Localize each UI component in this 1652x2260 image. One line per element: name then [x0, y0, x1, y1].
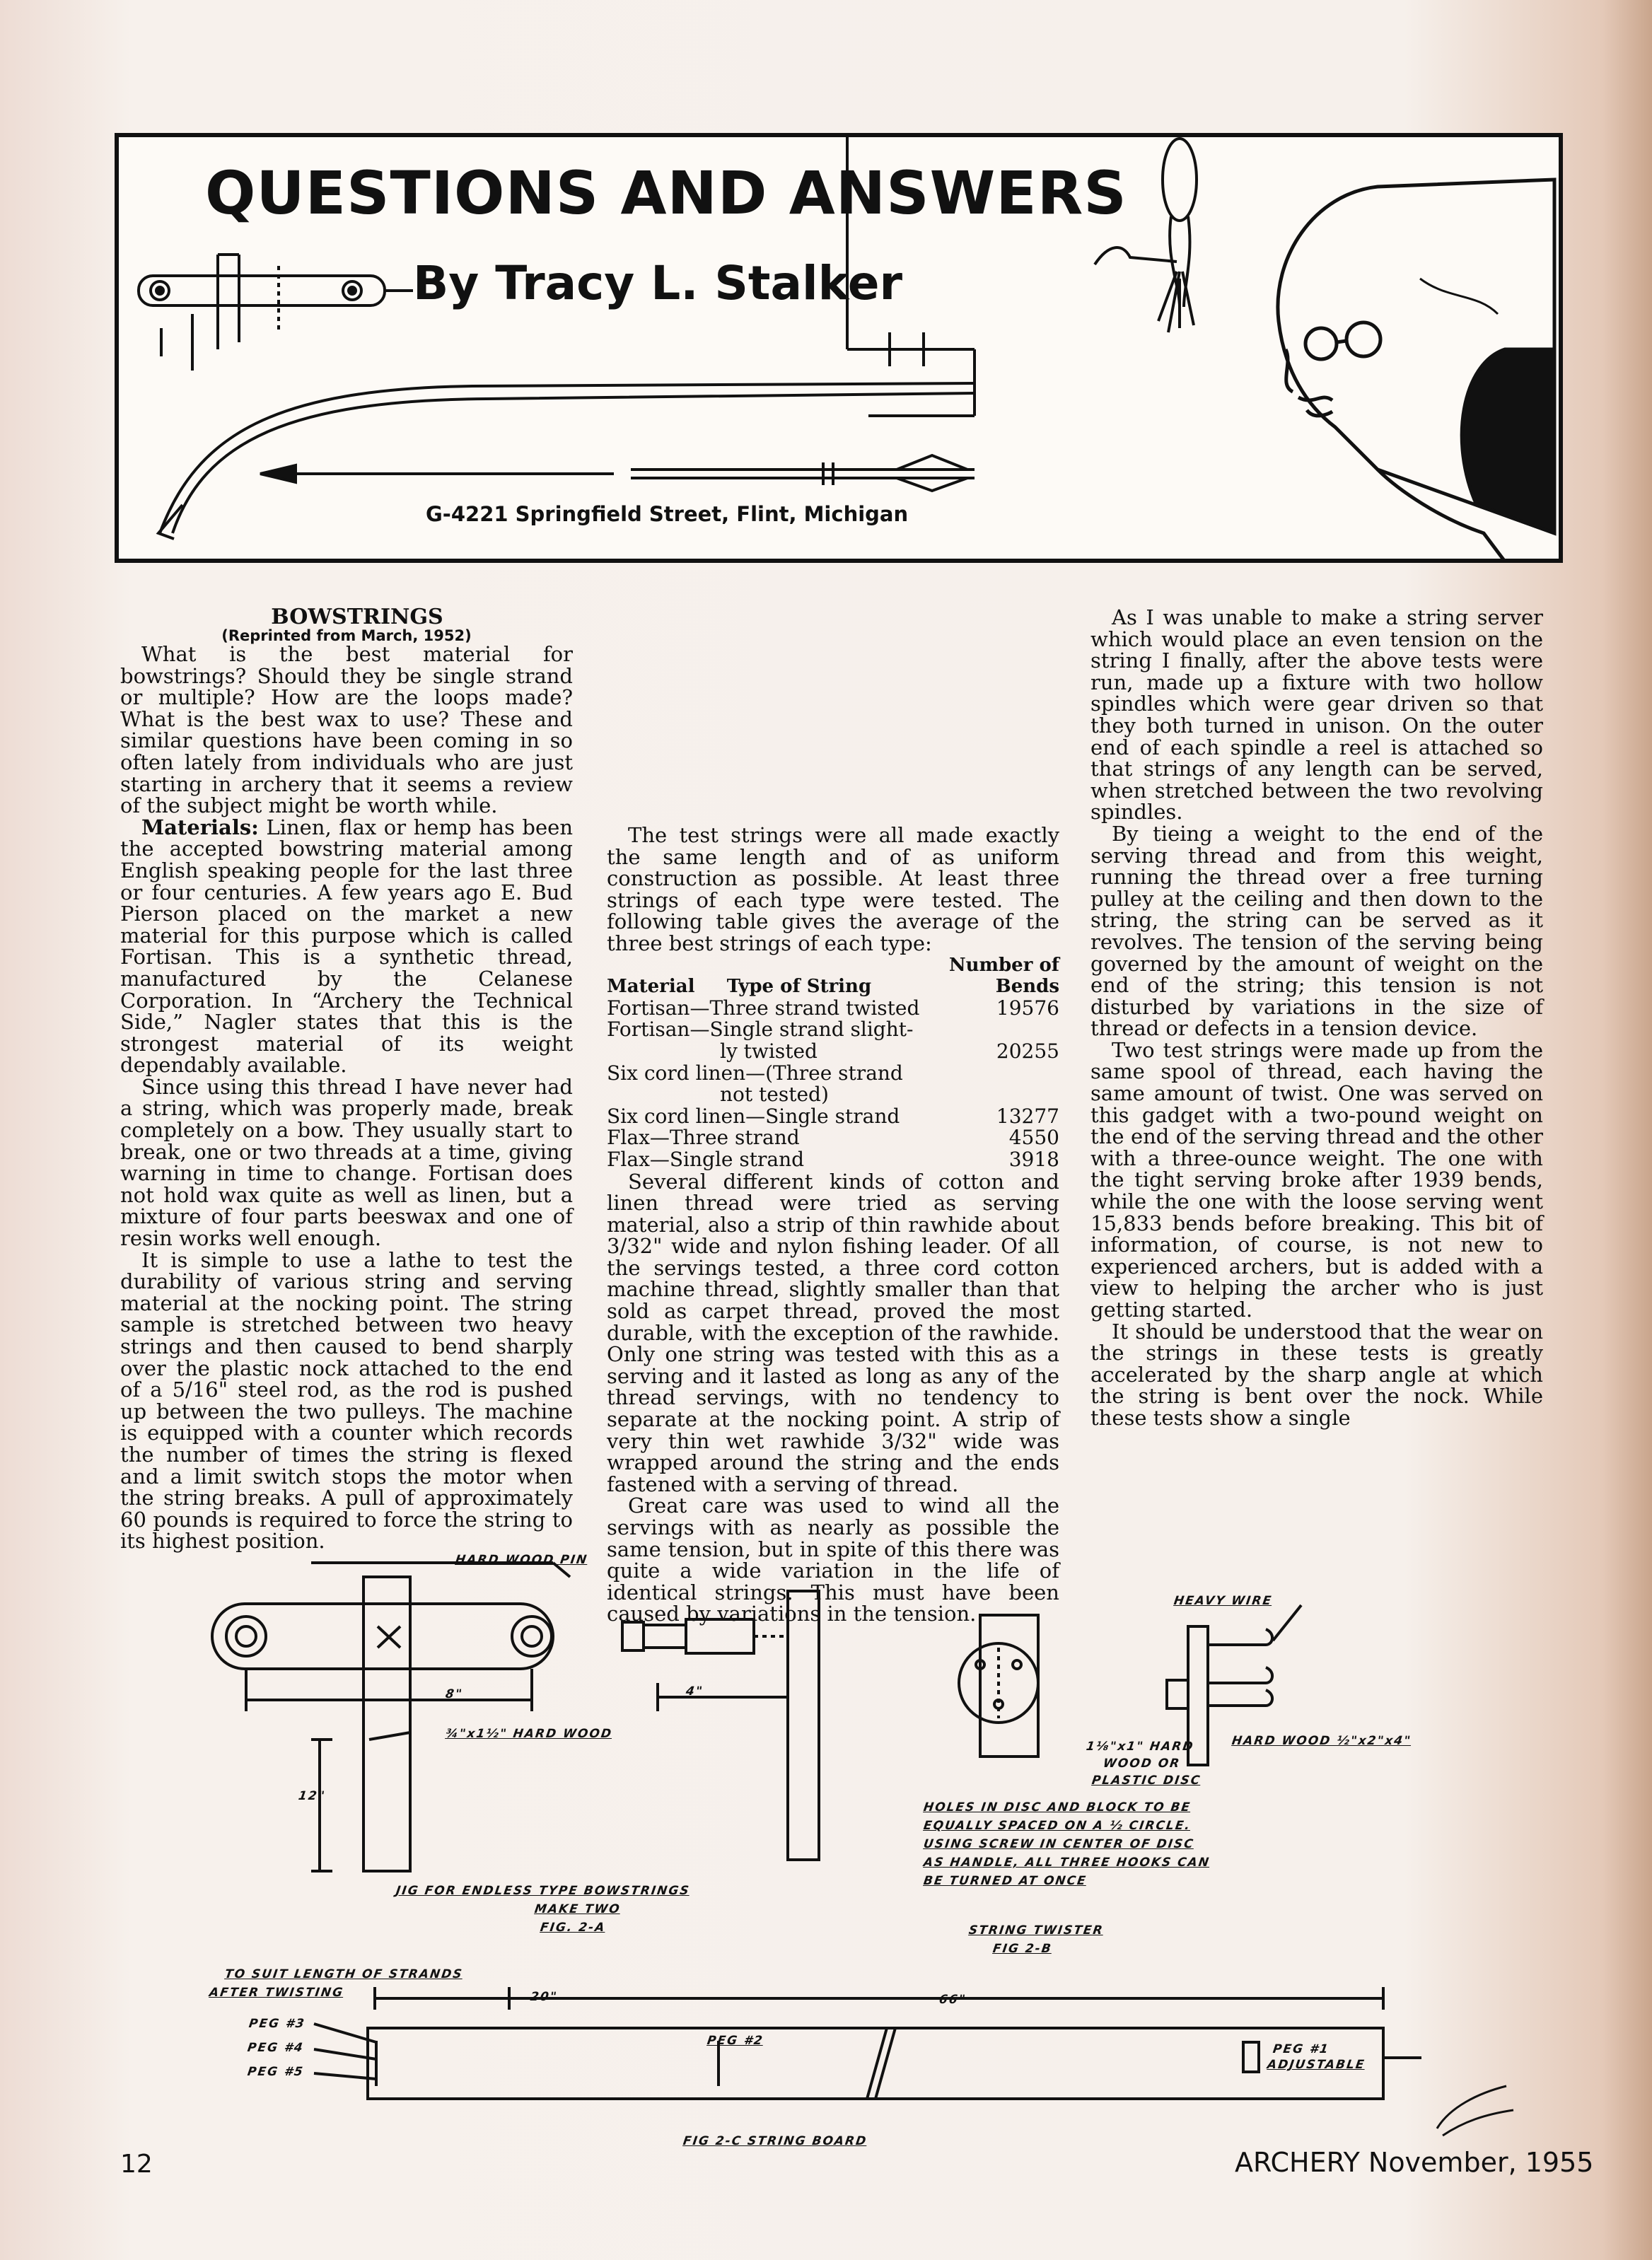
paragraph-test-results: Two test strings were made up from the same spool of thread, each having the same amount of twist. One was served on this gadget with a two-pound weight on the end of the serving thread and the other with a three-ounce weight. The one with the tight serving broke after 1939 bends, while the one with the loose serving went 15,833 bends before breaking. This bit of information, of course, is not new to experienced archers, but is added with a view to helping the archer who is just getting started. [1090, 1037, 1543, 1322]
paragraph-intro: What is the best material for bowstrings? Should they be single strand or multiple? How are the loops made? What is the best wax to use? These and similar questions have been coming in so often lately from individuals who are just starting in archery that it seems a review of the subject might be worth while. [120, 642, 573, 818]
table-row: Six cord linen—Single strand 13277 [607, 1104, 1059, 1128]
fig-2a-jig-drawing [212, 1563, 819, 1871]
label-suit-line-2: AFTER TWISTING [208, 1986, 345, 2000]
label-peg-2: PEG #2 [706, 2034, 765, 2048]
label-disc-line-2: WOOD OR [1102, 1757, 1182, 1771]
table-header-type: Type of String [726, 976, 872, 998]
paragraph-test-strings: The test strings were all made exactly the same length and of as uniform construction as possible. At least three strings of each type were tested. The following table gives the average of the three best strings of each type: [607, 823, 1059, 955]
label-peg-3: PEG #3 [248, 2017, 307, 2031]
note-line-5: BE TURNED AT ONCE [922, 1874, 1088, 1888]
label-hard-wood-block: ¾"x1½" HARD WOOD [444, 1727, 614, 1741]
label-peg-1-adjustable: ADJUSTABLE [1266, 2058, 1366, 2072]
label-peg-5: PEG #5 [246, 2065, 306, 2079]
note-line-3: USING SCREW IN CENTER OF DISC [922, 1837, 1196, 1851]
label-peg-1: PEG #1 [1272, 2042, 1331, 2056]
fig-2b-caption-line-1: STRING TWISTER [967, 1923, 1105, 1938]
label-hard-wood-bar: HARD WOOD ½"x2"x4" [1231, 1734, 1413, 1748]
header-byline: By Tracy L. Stalker [413, 256, 903, 310]
fig-2a-caption-line-2: MAKE TWO [533, 1902, 622, 1916]
table-header-number-of: Number of [948, 954, 1059, 976]
paragraph-wear: It should be understood that the wear on the strings in these tests is greatly accelerated by the sharp angle at which the string is bent over the nock. While these tests show a single [1090, 1319, 1543, 1430]
note-line-4: AS HANDLE, ALL THREE HOOKS CAN [922, 1856, 1211, 1870]
table-row: Six cord linen—(Three strand [607, 1061, 903, 1085]
table-header-material: Material [607, 976, 695, 998]
label-disc-line-1: 1⅛"x1" HARD [1085, 1740, 1195, 1754]
note-line-1: HOLES IN DISC AND BLOCK TO BE [922, 1800, 1192, 1815]
table-row: not tested) [720, 1083, 829, 1107]
table-row: ly twisted 20255 [720, 1039, 1059, 1063]
label-dim-4: 4" [685, 1684, 705, 1699]
fig-2b-caption-line-2: FIG 2-B [991, 1942, 1054, 1956]
reprint-note: (Reprinted from March, 1952) [221, 627, 472, 644]
fig-2a-caption-line-1: JIG FOR ENDLESS TYPE BOWSTRINGS [395, 1884, 691, 1898]
section-title: BOWSTRINGS [271, 605, 443, 629]
magazine-footer: ARCHERY November, 1955 [1235, 2147, 1594, 2178]
artist-signature [1437, 2086, 1513, 2136]
table-row: Fortisan—Single strand slight- [607, 1018, 914, 1042]
paragraph-fortisan: Since using this thread I have never had a string, which was properly made, break completely on a bow. They usually start to break, one or two threads at a time, giving warning in time to change. Fortisan does not hold wax quite as well as linen, but a mixture of four parts beeswax and one of resin works well enough. [120, 1074, 573, 1251]
header-address: G-4221 Springfield Street, Flint, Michigan [426, 502, 909, 526]
label-heavy-wire: HEAVY WIRE [1173, 1594, 1274, 1608]
header-title: QUESTIONS AND ANSWERS [205, 158, 1127, 228]
materials-text: Linen, flax or hemp has been the accepted bowstring material among English speaking people for the last three or four centuries. A few years ago E. Bud Pierson placed on the market a new material for this purpose which is called Fortisan. This is a synthetic thread, manufactured by the Celanese Corporation. In “Archery the Technical Side,” Nagler states that this is the strongest material of its weight dependably available. [120, 815, 573, 1078]
paragraph-string-server: As I was unable to make a string server which would place an even tension on the string I finally, after the above tests were run, made up a fixture with two hollow spindles which were gear driven so that they both turned in unison. On the outer end of each spindle a reel is attached so that strings of any length can be served, when stretched between the two revolving spindles. [1090, 605, 1543, 825]
fig-2a-caption-line-3: FIG. 2-A [539, 1921, 607, 1935]
label-peg-4: PEG #4 [246, 2041, 306, 2055]
table-row: Fortisan—Three strand twisted 19576 [607, 996, 1059, 1020]
table-row: Flax—Three strand 4550 [607, 1126, 1059, 1150]
paragraph-serving-materials: Several different kinds of cotton and linen thread were tried as serving material, also a strip of thin rawhide about 3/32" wide and nylon fishing leader. Of all the servings tested, a three cord cotton machine thread, slightly smaller than that sold as carpet thread, proved the most durable, with the exception of the rawhide. Only one string was tested with this as a serving and it lasted as long as any of the thread servings, with no tendency to separate at the nocking point. A strip of very thin wet rawhide 3/32" wide was wrapped around the string and the ends fastened with a serving of thread. [607, 1169, 1059, 1496]
table-row: Flax—Single strand 3918 [607, 1147, 1059, 1171]
label-hard-wood-pin: HARD WOOD PIN [454, 1553, 589, 1567]
fig-2c-string-board-drawing [314, 1987, 1421, 2099]
label-dim-12: 12" [297, 1789, 327, 1803]
label-dim-8: 8" [444, 1687, 465, 1701]
label-dim-20: 20" [529, 1990, 559, 2004]
materials-label: Materials: [141, 815, 259, 839]
paragraph-tension-care: Great care was used to wind all the servings with as nearly as possible the same tension, but in spite of this there was quite a wide variation in the life of identical strings. This must have been caused by variations in the tension. [607, 1493, 1059, 1626]
fig-2c-caption: FIG 2-C STRING BOARD [682, 2134, 868, 2148]
paragraph-lathe-test: It is simple to use a lathe to test the durability of various string and serving material at the nocking point. The string sample is stretched between two heavy strings and then caused to bend sharply over the plastic nock attached to the end of a 5/16" steel rod, as the rod is pushed up between the two pulleys. The machine is equipped with a counter which records the number of times the string is flexed and a limit switch stops the motor when the string breaks. A pull of approximately 60 pounds is required to force the string to its highest position. [120, 1247, 573, 1554]
paragraph-weight: By tieing a weight to the end of the serving thread and from this weight, running the thread over a free turning pulley at the ceiling and then down to the string, the string can be served as it revolves. The tension of the serving being governed by the amount of weight on the end of the string; this tension is not disturbed by variations in the size of thread or defects in a tension device. [1090, 821, 1543, 1041]
page-number: 12 [120, 2150, 153, 2179]
table-header-bends: Bends [995, 976, 1059, 998]
label-disc-line-3: PLASTIC DISC [1090, 1773, 1202, 1788]
note-line-2: EQUALLY SPACED ON A ½ CIRCLE. [922, 1819, 1192, 1833]
label-dim-66: 66" [938, 1993, 967, 2007]
label-suit-line-1: TO SUIT LENGTH OF STRANDS [223, 1967, 464, 1981]
